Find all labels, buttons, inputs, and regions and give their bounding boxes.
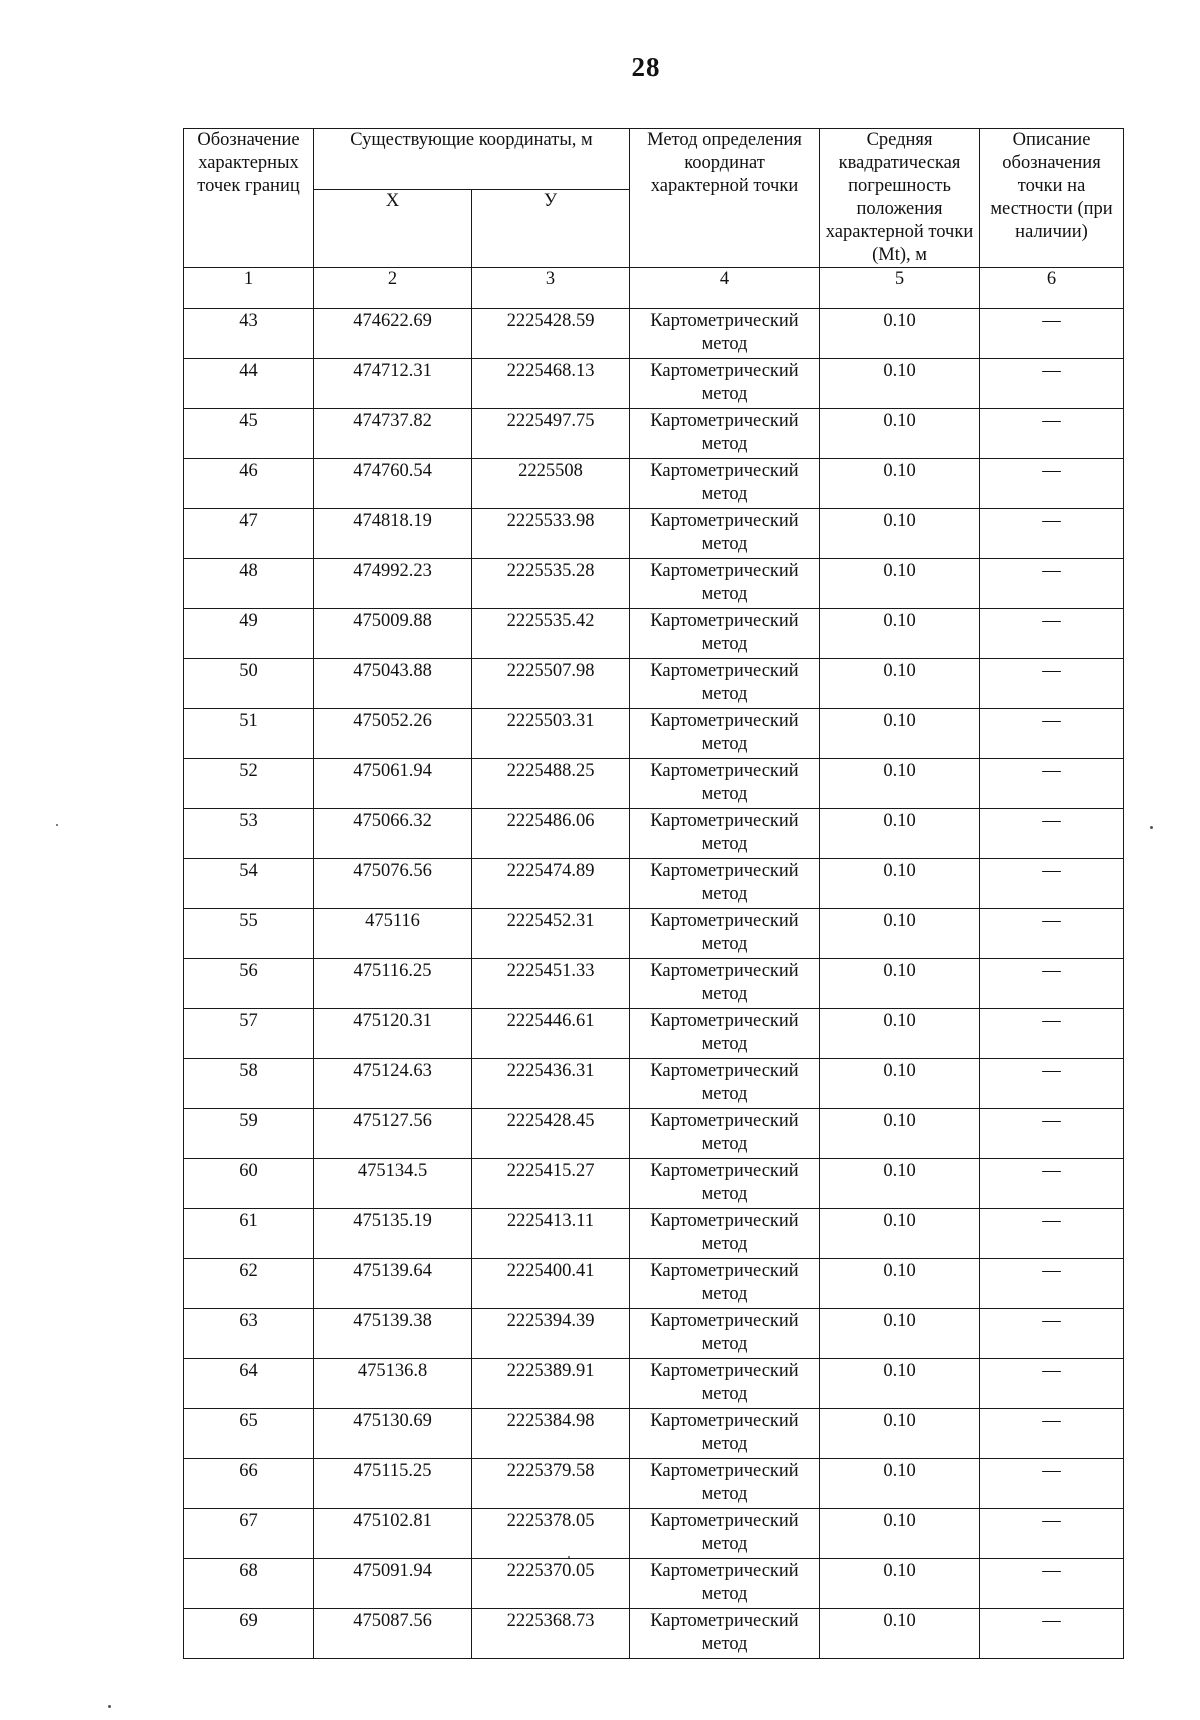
cell-point: 64 — [184, 1359, 314, 1409]
cell-point: 53 — [184, 809, 314, 859]
cell-error: 0.10 — [820, 1259, 980, 1309]
cell-error: 0.10 — [820, 559, 980, 609]
cell-point: 55 — [184, 909, 314, 959]
cell-y: 2225508 — [472, 459, 630, 509]
cell-description: — — [980, 409, 1124, 459]
table-row — [184, 859, 1124, 909]
cell-method: Картометрический метод — [630, 509, 820, 559]
cell-point: 67 — [184, 1509, 314, 1559]
cell-method: Картометрический метод — [630, 959, 820, 1009]
table-row — [184, 359, 1124, 409]
cell-y: 2225378.05 — [472, 1509, 630, 1559]
cell-x: 475115.25 — [314, 1459, 472, 1509]
table-row — [184, 409, 1124, 459]
cell-y: 2225497.75 — [472, 409, 630, 459]
cell-x: 475130.69 — [314, 1409, 472, 1459]
cell-description: — — [980, 359, 1124, 409]
cell-description: — — [980, 1509, 1124, 1559]
table-row — [184, 1559, 1124, 1609]
cell-error: 0.10 — [820, 1209, 980, 1259]
cell-y: 2225368.73 — [472, 1609, 630, 1659]
cell-x: 474818.19 — [314, 509, 472, 559]
cell-x: 474737.82 — [314, 409, 472, 459]
header-y: У — [472, 190, 630, 268]
cell-y: 2225486.06 — [472, 809, 630, 859]
cell-error: 0.10 — [820, 659, 980, 709]
cell-method: Картометрический метод — [630, 1209, 820, 1259]
cell-error: 0.10 — [820, 959, 980, 1009]
cell-method: Картометрический метод — [630, 859, 820, 909]
cell-error: 0.10 — [820, 1409, 980, 1459]
cell-error: 0.10 — [820, 1159, 980, 1209]
table-row — [184, 759, 1124, 809]
column-number: 2 — [314, 268, 472, 309]
cell-x: 475134.5 — [314, 1159, 472, 1209]
cell-x: 474760.54 — [314, 459, 472, 509]
cell-method: Картометрический метод — [630, 359, 820, 409]
cell-error: 0.10 — [820, 1109, 980, 1159]
cell-x: 475061.94 — [314, 759, 472, 809]
cell-error: 0.10 — [820, 909, 980, 959]
cell-x: 475116 — [314, 909, 472, 959]
column-number: 1 — [184, 268, 314, 309]
cell-point: 59 — [184, 1109, 314, 1159]
header-description: Описание обозначения точки на местности (при наличии) — [980, 129, 1124, 268]
scan-speck — [568, 1556, 570, 1558]
cell-description: — — [980, 959, 1124, 1009]
cell-method: Картометрический метод — [630, 1159, 820, 1209]
cell-method: Картометрический метод — [630, 609, 820, 659]
cell-description: — — [980, 1159, 1124, 1209]
cell-error: 0.10 — [820, 459, 980, 509]
cell-method: Картометрический метод — [630, 1059, 820, 1109]
cell-x: 475124.63 — [314, 1059, 472, 1109]
cell-point: 50 — [184, 659, 314, 709]
scan-speck — [56, 824, 58, 826]
cell-description: — — [980, 759, 1124, 809]
cell-error: 0.10 — [820, 859, 980, 909]
cell-error: 0.10 — [820, 709, 980, 759]
cell-error: 0.10 — [820, 359, 980, 409]
cell-point: 60 — [184, 1159, 314, 1209]
cell-error: 0.10 — [820, 1509, 980, 1559]
cell-x: 475135.19 — [314, 1209, 472, 1259]
table-row — [184, 1209, 1124, 1259]
cell-y: 2225446.61 — [472, 1009, 630, 1059]
cell-x: 475066.32 — [314, 809, 472, 859]
table-row — [184, 1159, 1124, 1209]
cell-description: — — [980, 1309, 1124, 1359]
cell-error: 0.10 — [820, 509, 980, 559]
cell-error: 0.10 — [820, 1559, 980, 1609]
table-row — [184, 1609, 1124, 1659]
cell-point: 61 — [184, 1209, 314, 1259]
cell-method: Картометрический метод — [630, 1309, 820, 1359]
cell-description: — — [980, 559, 1124, 609]
cell-description: — — [980, 659, 1124, 709]
table-row — [184, 559, 1124, 609]
cell-error: 0.10 — [820, 1359, 980, 1409]
cell-point: 56 — [184, 959, 314, 1009]
cell-description: — — [980, 1009, 1124, 1059]
table-row — [184, 809, 1124, 859]
cell-y: 2225384.98 — [472, 1409, 630, 1459]
cell-x: 475139.38 — [314, 1309, 472, 1359]
cell-point: 65 — [184, 1409, 314, 1459]
cell-y: 2225468.13 — [472, 359, 630, 409]
cell-method: Картометрический метод — [630, 909, 820, 959]
cell-point: 62 — [184, 1259, 314, 1309]
cell-method: Картометрический метод — [630, 1359, 820, 1409]
cell-y: 2225389.91 — [472, 1359, 630, 1409]
cell-x: 475102.81 — [314, 1509, 472, 1559]
coordinates-table — [183, 128, 1124, 1659]
cell-y: 2225428.45 — [472, 1109, 630, 1159]
cell-y: 2225474.89 — [472, 859, 630, 909]
cell-point: 57 — [184, 1009, 314, 1059]
table-row — [184, 709, 1124, 759]
cell-method: Картометрический метод — [630, 709, 820, 759]
cell-y: 2225488.25 — [472, 759, 630, 809]
cell-point: 69 — [184, 1609, 314, 1659]
cell-y: 2225535.42 — [472, 609, 630, 659]
cell-x: 475043.88 — [314, 659, 472, 709]
cell-x: 475076.56 — [314, 859, 472, 909]
cell-method: Картометрический метод — [630, 1459, 820, 1509]
cell-description: — — [980, 609, 1124, 659]
cell-method: Картометрический метод — [630, 1009, 820, 1059]
cell-error: 0.10 — [820, 1059, 980, 1109]
cell-error: 0.10 — [820, 1309, 980, 1359]
cell-x: 475009.88 — [314, 609, 472, 659]
cell-method: Картометрический метод — [630, 559, 820, 609]
cell-method: Картометрический метод — [630, 1559, 820, 1609]
table-row — [184, 1509, 1124, 1559]
table-row — [184, 1259, 1124, 1309]
cell-x: 474992.23 — [314, 559, 472, 609]
cell-description: — — [980, 1409, 1124, 1459]
cell-error: 0.10 — [820, 409, 980, 459]
cell-description: — — [980, 1559, 1124, 1609]
cell-point: 43 — [184, 309, 314, 359]
cell-x: 474622.69 — [314, 309, 472, 359]
cell-y: 2225428.59 — [472, 309, 630, 359]
column-number: 4 — [630, 268, 820, 309]
header-row — [184, 129, 1124, 190]
cell-y: 2225535.28 — [472, 559, 630, 609]
cell-method: Картометрический метод — [630, 809, 820, 859]
cell-description: — — [980, 1359, 1124, 1409]
cell-error: 0.10 — [820, 809, 980, 859]
cell-point: 54 — [184, 859, 314, 909]
header-error: Средняя квадратическая погрешность положения характерной точки (Mt), м — [820, 129, 980, 268]
cell-x: 475116.25 — [314, 959, 472, 1009]
cell-point: 48 — [184, 559, 314, 609]
table-row — [184, 1359, 1124, 1409]
header-coordinates: Существующие координаты, м — [314, 129, 630, 190]
cell-point: 47 — [184, 509, 314, 559]
cell-point: 66 — [184, 1459, 314, 1509]
table-row — [184, 1409, 1124, 1459]
column-number-row — [184, 268, 1124, 309]
cell-method: Картометрический метод — [630, 409, 820, 459]
cell-method: Картометрический метод — [630, 1259, 820, 1309]
cell-point: 52 — [184, 759, 314, 809]
cell-description: — — [980, 859, 1124, 909]
cell-y: 2225400.41 — [472, 1259, 630, 1309]
column-number: 3 — [472, 268, 630, 309]
header-method: Метод определения координат характерной точки — [630, 129, 820, 268]
cell-point: 63 — [184, 1309, 314, 1359]
cell-y: 2225533.98 — [472, 509, 630, 559]
cell-description: — — [980, 459, 1124, 509]
table-body — [184, 309, 1124, 1659]
cell-description: — — [980, 709, 1124, 759]
cell-method: Картометрический метод — [630, 759, 820, 809]
cell-y: 2225370.05 — [472, 1559, 630, 1609]
cell-y: 2225436.31 — [472, 1059, 630, 1109]
cell-y: 2225394.39 — [472, 1309, 630, 1359]
table-row — [184, 909, 1124, 959]
cell-description: — — [980, 1209, 1124, 1259]
table-row — [184, 309, 1124, 359]
table-row — [184, 509, 1124, 559]
cell-description: — — [980, 1059, 1124, 1109]
table-row — [184, 1109, 1124, 1159]
cell-x: 475127.56 — [314, 1109, 472, 1159]
cell-description: — — [980, 1609, 1124, 1659]
cell-description: — — [980, 1459, 1124, 1509]
table-row — [184, 959, 1124, 1009]
cell-x: 475120.31 — [314, 1009, 472, 1059]
cell-description: — — [980, 1109, 1124, 1159]
cell-x: 475052.26 — [314, 709, 472, 759]
table-row — [184, 459, 1124, 509]
cell-description: — — [980, 309, 1124, 359]
cell-x: 475139.64 — [314, 1259, 472, 1309]
header-x: X — [314, 190, 472, 268]
cell-method: Картометрический метод — [630, 1109, 820, 1159]
cell-error: 0.10 — [820, 309, 980, 359]
cell-x: 475087.56 — [314, 1609, 472, 1659]
cell-y: 2225507.98 — [472, 659, 630, 709]
cell-error: 0.10 — [820, 609, 980, 659]
cell-method: Картометрический метод — [630, 1409, 820, 1459]
cell-description: — — [980, 509, 1124, 559]
cell-y: 2225379.58 — [472, 1459, 630, 1509]
column-number: 6 — [980, 268, 1124, 309]
cell-description: — — [980, 809, 1124, 859]
cell-y: 2225413.11 — [472, 1209, 630, 1259]
cell-description: — — [980, 909, 1124, 959]
cell-method: Картометрический метод — [630, 659, 820, 709]
cell-description: — — [980, 1259, 1124, 1309]
table-row — [184, 609, 1124, 659]
cell-point: 44 — [184, 359, 314, 409]
cell-error: 0.10 — [820, 759, 980, 809]
scan-speck — [108, 1705, 111, 1708]
table-row — [184, 659, 1124, 709]
cell-x: 475091.94 — [314, 1559, 472, 1609]
cell-x: 474712.31 — [314, 359, 472, 409]
cell-point: 49 — [184, 609, 314, 659]
cell-x: 475136.8 — [314, 1359, 472, 1409]
header-point: Обозначение характерных точек границ — [184, 129, 314, 268]
table-row — [184, 1309, 1124, 1359]
cell-method: Картометрический метод — [630, 309, 820, 359]
table-row — [184, 1459, 1124, 1509]
cell-method: Картометрический метод — [630, 1509, 820, 1559]
column-number: 5 — [820, 268, 980, 309]
cell-point: 51 — [184, 709, 314, 759]
cell-point: 68 — [184, 1559, 314, 1609]
cell-error: 0.10 — [820, 1009, 980, 1059]
cell-method: Картометрический метод — [630, 1609, 820, 1659]
cell-y: 2225452.31 — [472, 909, 630, 959]
cell-y: 2225451.33 — [472, 959, 630, 1009]
table-row — [184, 1009, 1124, 1059]
cell-error: 0.10 — [820, 1459, 980, 1509]
cell-point: 58 — [184, 1059, 314, 1109]
cell-error: 0.10 — [820, 1609, 980, 1659]
coordinates-sheet — [183, 128, 1123, 1659]
cell-point: 45 — [184, 409, 314, 459]
page-number: 28 — [631, 52, 661, 82]
cell-point: 46 — [184, 459, 314, 509]
cell-y: 2225415.27 — [472, 1159, 630, 1209]
cell-y: 2225503.31 — [472, 709, 630, 759]
table-row — [184, 1059, 1124, 1109]
cell-method: Картометрический метод — [630, 459, 820, 509]
scan-speck — [1150, 826, 1153, 829]
